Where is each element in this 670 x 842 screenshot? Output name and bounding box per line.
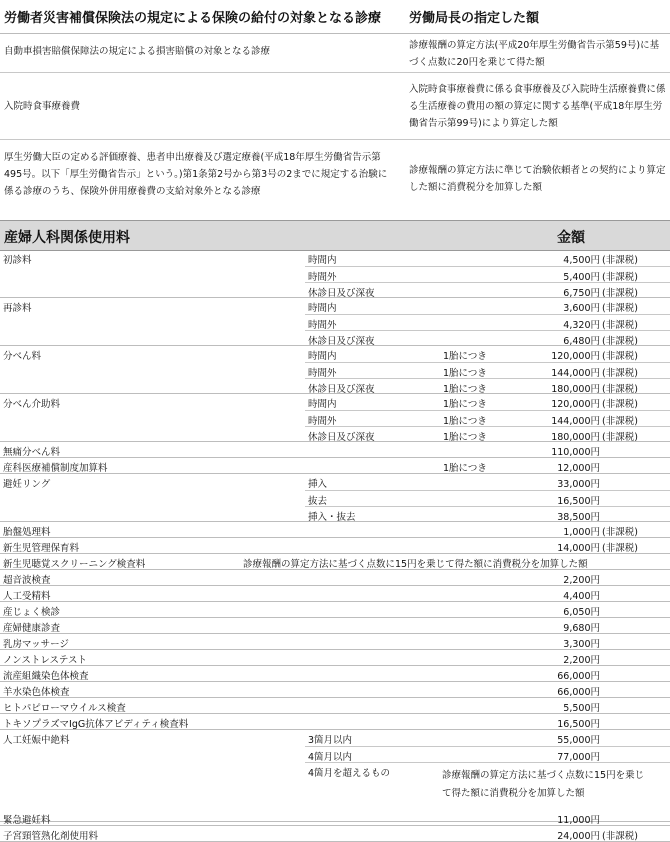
fee-name: 人工受精料 [3,591,51,602]
fee-name: 人工妊娠中絶料 [3,735,70,746]
tax-status: (非課税) [602,527,638,538]
fee-name: 新生児聴覚スクリーニング検査料 [3,559,146,570]
fee-option-row [305,362,670,379]
fee-note: 診療報酬の算定方法に基づく点数に15円を乗じて得た額に消費税分を加算した額 [442,770,645,799]
fee-option: 挿入 [308,479,328,490]
top-row-right: 入院時食事療養費に係る食事療養及び入院時生活療養費に係る生活療養の費用の額の算定に関する基準(平成18年厚生労働省告示第99号)により算定した額 [409,84,666,129]
fee-name: 避妊リング [3,479,51,490]
fee-row [0,810,670,826]
fee-per-unit: 1胎につき [443,432,487,443]
tax-status: (非課税) [602,303,638,314]
fee-option: 休診日及び深夜 [308,384,375,395]
fee-row [0,474,670,522]
amount-column-header: 金額 [557,230,585,246]
fee-option: 時間内 [308,255,337,266]
top-row [0,140,670,220]
fee-per-unit: 1胎につき [443,399,487,410]
fee-amount: 2,200円 [563,575,600,586]
fee-option-row [305,314,670,331]
fee-name: トキソプラズマIgG抗体アビディティ検査料 [3,719,189,730]
fee-row [0,298,670,346]
tax-status: (非課税) [602,432,638,443]
fee-option: 4箇月を超えるもの [308,768,391,779]
fee-amount: 144,000円 [551,368,600,379]
header-col2: 労働局長の指定した額 [409,11,540,26]
fee-amount: 6,480円 [563,336,600,347]
fee-row [0,538,670,554]
tax-status: (非課税) [602,320,638,331]
fee-amount: 4,320円 [563,320,600,331]
fee-option-row [305,250,670,266]
fee-name: 新生児管理保育料 [3,543,80,554]
fee-amount: 120,000円 [551,351,600,362]
section-header [0,220,670,251]
fee-option: 時間内 [308,351,337,362]
fee-amount: 14,000円 [557,543,600,554]
top-row [0,34,670,73]
top-row-right: 診療報酬の算定方法(平成20年厚生労働省告示第59号)に基づく点数に20円を乗じて得た額 [409,40,660,68]
tax-status: (非課税) [602,351,638,362]
fee-row [0,698,670,714]
fee-name: 流産組織染色体検査 [3,671,89,682]
tax-status: (非課税) [602,368,638,379]
fee-amount: 5,500円 [563,703,600,714]
fee-name: 産科医療補償制度加算料 [3,463,108,474]
fee-per-unit: 1胎につき [443,368,487,379]
fee-amount: 3,300円 [563,639,600,650]
fee-amount: 77,000円 [557,752,600,763]
fee-name: 超音波検査 [3,575,51,586]
fee-name: ノンストレステスト [3,655,87,666]
fee-option: 3箇月以内 [308,735,353,746]
fee-per-unit: 1胎につき [443,351,487,362]
fee-amount: 6,050円 [563,607,600,618]
tax-status: (非課税) [602,416,638,427]
fee-amount: 4,400円 [563,591,600,602]
fee-option-row [305,410,670,427]
tax-status: (非課税) [602,831,638,842]
fee-amount: 5,400円 [563,272,600,283]
fee-name: 産じょく検診 [3,607,61,618]
header-col1: 労働者災害補償保険法の規定による保険の給付の対象となる診療 [4,11,382,26]
section-title: 産婦人科関係使用料 [4,230,130,246]
fee-row [0,346,670,394]
fee-amount: 3,600円 [563,303,600,314]
fee-name: 子宮頸管熟化剤使用料 [3,831,99,842]
fee-option: 時間外 [308,368,337,379]
fee-amount: 180,000円 [551,384,600,395]
fee-option: 挿入・抜去 [308,512,356,523]
fee-option-row [305,730,670,746]
fee-name: 初診料 [3,255,32,266]
fee-row [0,826,670,842]
fee-row [0,730,670,822]
fee-name: ヒトパピローマウイルス検査 [3,703,126,714]
fee-amount: 24,000円 [557,831,600,842]
fee-amount: 9,680円 [563,623,600,634]
fee-amount: 6,750円 [563,288,600,299]
fee-row [0,458,670,474]
fee-amount: 144,000円 [551,416,600,427]
tax-status: (非課税) [602,255,638,266]
fee-row [0,602,670,618]
fee-option: 休診日及び深夜 [308,288,375,299]
fee-option-row [305,746,670,763]
fee-amount: 66,000円 [557,671,600,682]
fee-per-unit: 1胎につき [443,384,487,395]
fee-name: 無痛分べん料 [3,447,61,458]
top-row-right: 診療報酬の算定方法に準じて治験依頼者との契約により算定した額に消費税分を加算した額 [409,165,666,193]
fee-option: 4箇月以内 [308,752,353,763]
fee-name: 産婦健康診査 [3,623,61,634]
header-row [0,0,670,34]
fee-amount: 180,000円 [551,432,600,443]
fee-name: 分べん介助料 [3,399,61,410]
fee-option: 休診日及び深夜 [308,336,375,347]
tax-status: (非課税) [602,543,638,554]
fee-amount: 38,500円 [557,512,600,523]
tax-status: (非課税) [602,336,638,347]
fee-amount: 12,000円 [557,463,600,474]
fee-amount: 16,500円 [557,719,600,730]
fee-option-row [305,346,670,362]
fee-row [0,250,670,298]
fee-row [0,666,670,682]
fee-option: 時間内 [308,399,337,410]
fee-row [0,586,670,602]
fee-row [0,618,670,634]
fee-amount: 33,000円 [557,479,600,490]
fee-option: 時間外 [308,416,337,427]
fee-note: 診療報酬の算定方法に基づく点数に15円を乗じて得た額に消費税分を加算した額 [243,559,588,570]
fee-amount: 11,000円 [557,815,600,826]
fee-name: 乳房マッサージ [3,639,69,650]
tax-status: (非課税) [602,399,638,410]
tax-status: (非課税) [602,272,638,283]
fee-amount: 2,200円 [563,655,600,666]
fee-amount: 4,500円 [563,255,600,266]
fee-option: 時間内 [308,303,337,314]
top-row-left: 厚生労働大臣の定める評価療養、患者申出療養及び選定療養(平成18年厚生労働省告示第495号。以下「厚生労働省告示」という。)第1条第2号から第3号の2までに規定する治験に係る診療のうち、保険外併用療養費の支給対象外となる診療 [4,152,388,197]
fee-name: 再診料 [3,303,32,314]
fee-option: 休診日及び深夜 [308,432,375,443]
fee-row [0,650,670,666]
fee-option: 時間外 [308,272,337,283]
top-row-left: 自動車損害賠償保障法の規定による損害賠償の対象となる診療 [4,46,271,57]
fee-option-row [305,298,670,314]
fee-amount: 55,000円 [557,735,600,746]
top-row-left: 入院時食事療養費 [4,101,81,112]
tax-status: (非課税) [602,288,638,299]
fee-option-row [305,394,670,410]
fee-option-row [305,474,670,490]
fee-amount: 120,000円 [551,399,600,410]
fee-name: 分べん料 [3,351,42,362]
fee-per-unit: 1胎につき [443,416,487,427]
fee-amount: 1,000円 [563,527,600,538]
fee-row [0,714,670,730]
fee-name: 羊水染色体検査 [3,687,70,698]
fee-name: 緊急避妊料 [3,815,51,826]
fee-row [0,394,670,442]
top-row [0,73,670,140]
fee-name: 胎盤処理料 [3,527,51,538]
fee-row [0,554,670,570]
tax-status: (非課税) [602,384,638,395]
fee-option: 時間外 [308,320,337,331]
fee-option: 抜去 [308,496,328,507]
fee-row [0,634,670,650]
fee-amount: 66,000円 [557,687,600,698]
fee-row [0,570,670,586]
fee-option-row [305,266,670,283]
fee-amount: 16,500円 [557,496,600,507]
fee-row [0,522,670,538]
fee-per-unit: 1胎につき [443,463,487,474]
fee-option-row [305,490,670,507]
fee-row [0,442,670,458]
fee-amount: 110,000円 [551,447,600,458]
fee-row [0,682,670,698]
